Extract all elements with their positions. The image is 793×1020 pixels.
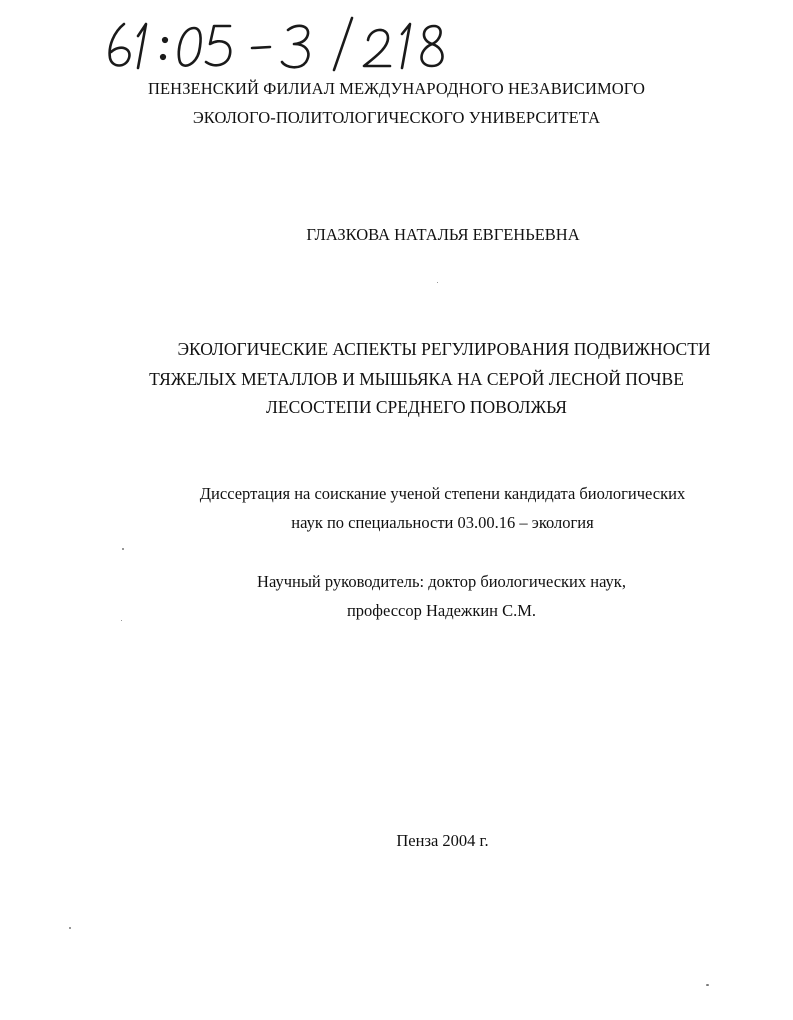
institution-line-2: ЭКОЛОГО-ПОЛИТОЛОГИЧЕСКОГО УНИВЕРСИТЕТА	[192, 108, 601, 127]
scan-speck	[121, 620, 122, 621]
author-name: ГЛАЗКОВА НАТАЛЬЯ ЕВГЕНЬЕВНА	[306, 225, 580, 244]
supervisor-line-2: профессор Надежкин С.М.	[346, 601, 537, 620]
thesis-title-line-1: ЭКОЛОГИЧЕСКИЕ АСПЕКТЫ РЕГУЛИРОВАНИЯ ПОДВИЖНОСТИ	[177, 339, 711, 359]
degree-statement-line-1: Диссертация на соискание ученой степени кандидата биологических	[199, 484, 686, 503]
scan-speck	[706, 984, 709, 986]
thesis-title-line-3: ЛЕСОСТЕПИ СРЕДНЕГО ПОВОЛЖЬЯ	[266, 397, 567, 417]
institution-line-1: ПЕНЗЕНСКИЙ ФИЛИАЛ МЕЖДУНАРОДНОГО НЕЗАВИСИМОГО	[147, 79, 645, 98]
scan-speck	[122, 548, 124, 550]
scan-speck	[437, 282, 438, 283]
place-year: Пенза 2004 г.	[396, 831, 489, 850]
thesis-title-line-2: ТЯЖЕЛЫХ МЕТАЛЛОВ И МЫШЬЯКА НА СЕРОЙ ЛЕСНОЙ ПОЧВЕ	[149, 369, 684, 389]
scan-speck	[69, 927, 71, 929]
supervisor-line-1: Научный руководитель: доктор биологических наук,	[257, 572, 626, 591]
degree-statement-line-2: наук по специальности 03.00.16 – экология	[291, 513, 594, 532]
handwritten-archive-code	[102, 10, 462, 72]
